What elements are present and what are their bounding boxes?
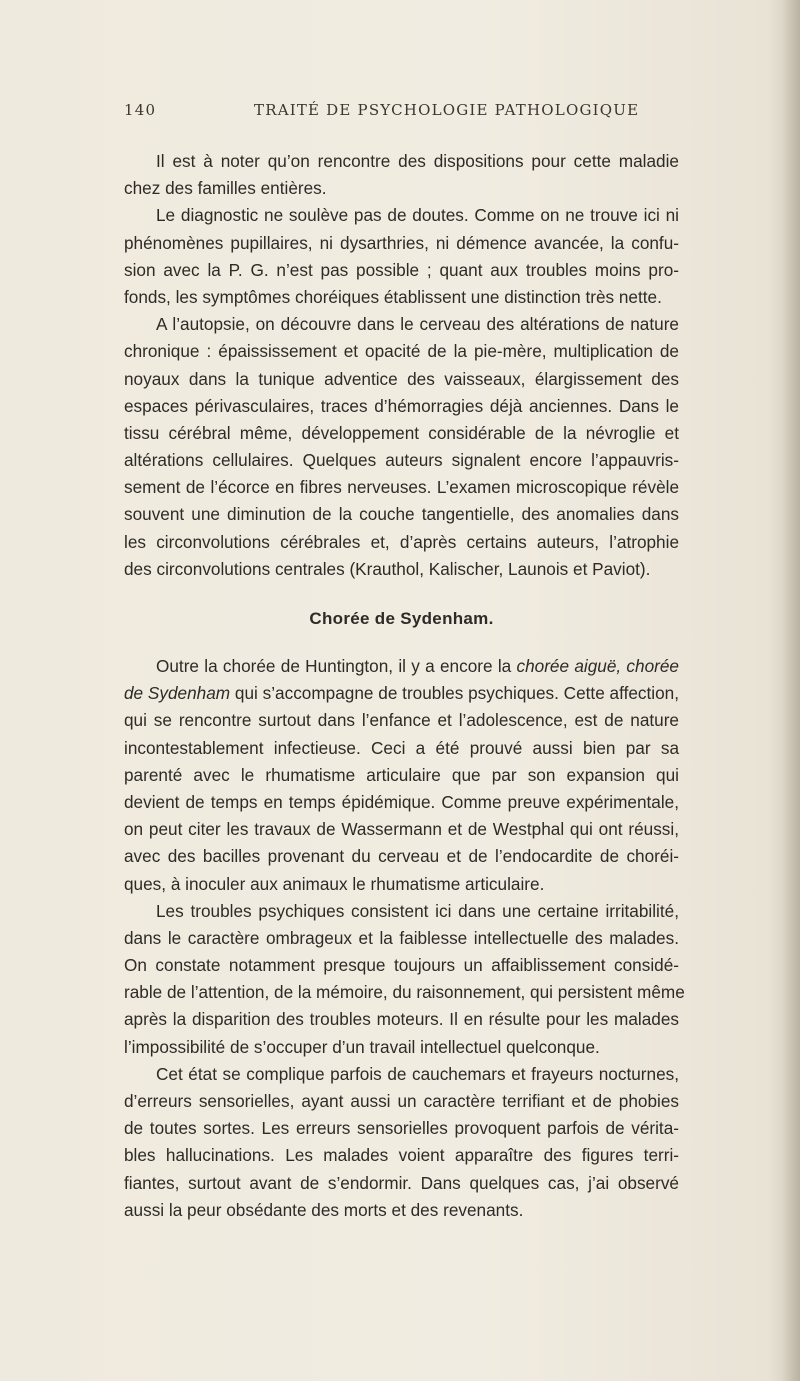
text-line: ques, à inoculer aux animaux le rhumatisme articulaire. [124,873,545,894]
text-line: des circonvolutions centrales (Krauthol, Kalischer, Launois et Paviot). [124,558,651,579]
text-line: noyaux dans la tunique adventice des vaisseaux, élargissement des [124,368,679,389]
text-line: après la disparition des troubles moteurs. Il en résulte pour les malades [124,1009,679,1030]
text-line: bles hallucinations. Les malades voient apparaître des figures terri- [124,1145,679,1166]
text-line: d’erreurs sensorielles, ayant aussi un caractère terrifiant et de phobies [124,1091,679,1111]
running-header [124,101,679,123]
text-line: Il est à noter qu’on rencontre des dispositions pour cette maladie [156,151,679,171]
text-line: sion avec la P. G. n’est pas possible ; quant aux troubles moins pro- [124,259,679,280]
text-line: altérations cellulaires. Quelques auteurs signalent encore l’appauvris- [124,450,679,471]
text-line: on peut citer les travaux de Wassermann et de Westphal qui ont réussi, [124,819,679,840]
text-line: On constate notamment presque toujours un affaiblissement considé- [124,955,679,976]
text-line: avec des bacilles provenant du cerveau et de l’endocardite de choréi- [124,846,679,867]
text-line: chez des familles entières. [124,178,327,199]
text-span: qui s’accompagne de troubles psychiques. Cette affection, [230,683,679,704]
text-line: aussi la peur obsédante des morts et des revenants. [124,1199,524,1220]
text-line: les circonvolutions cérébrales et, d’après certains auteurs, l’atrophie [124,531,679,552]
italic-term: chorée aiguë, chorée [516,656,679,676]
text-line: fonds, les symptômes choréiques établissent une distinction très nette. [124,286,662,307]
text-line: dans le caractère ombrageux et la faiblesse intellectuelle des malades. [124,927,679,948]
body-text [124,148,685,1224]
text-line: qui se rencontre surtout dans l’enfance et l’adolescence, est de nature [124,710,679,731]
text-line: fiantes, surtout avant de s’endormir. Dans quelques cas, j’ai observé [124,1172,679,1193]
running-title: TRAITÉ DE PSYCHOLOGIE PATHOLOGIQUE [254,101,640,119]
text-line: Le diagnostic ne soulève pas de doutes. Comme on ne trouve ici ni [156,205,679,226]
section-heading: Chorée de Sydenham. [309,609,494,628]
italic-term: de Sydenham [124,683,231,704]
text-line: incontestablement infectieuse. Ceci a été prouvé aussi bien par sa [124,737,679,758]
text-line [124,680,679,707]
text-line: de toutes sortes. Les erreurs sensorielles provoquent parfois de vérita- [124,1118,679,1139]
text-block-bottom [124,707,685,1224]
text-line [124,653,679,680]
page-number: 140 [124,101,157,119]
text-span: Outre la chorée de Huntington, il y a encore la [156,656,517,676]
text-line: Les troubles psychiques consistent ici dans une certaine irritabilité, [156,900,679,921]
text-line: A l’autopsie, on découvre dans le cerveau des altérations de nature [156,314,679,335]
text-block-top [124,148,679,583]
text-line: devient de temps en temps épidémique. Comme preuve expérimentale, [124,791,679,812]
page-edge-shadow [782,0,800,1381]
text-line: Cet état se complique parfois de cauchemars et frayeurs nocturnes, [156,1063,679,1084]
text-line: chronique : épaississement et opacité de la pie-mère, multiplication de [124,341,679,362]
text-line: espaces périvasculaires, traces d’hémorragies déjà anciennes. Dans le [124,395,679,416]
text-line: parenté avec le rhumatisme articulaire que par son expansion qui [124,764,679,785]
text-line: phénomènes pupillaires, ni dysarthries, ni démence avancée, la confu- [124,232,679,253]
text-line: sement de l’écorce en fibres nerveuses. L’examen microscopique révèle [124,477,679,498]
text-line: rable de l’attention, de la mémoire, du raisonnement, qui persistent même [124,982,685,1003]
text-line: l’impossibilité de s’occuper d’un travail intellectuel quelconque. [124,1036,600,1057]
text-line: tissu cérébral même, développement considérable de la névroglie et [124,422,679,443]
text-line: souvent une diminution de la couche tangentielle, des anomalies dans [124,504,679,525]
